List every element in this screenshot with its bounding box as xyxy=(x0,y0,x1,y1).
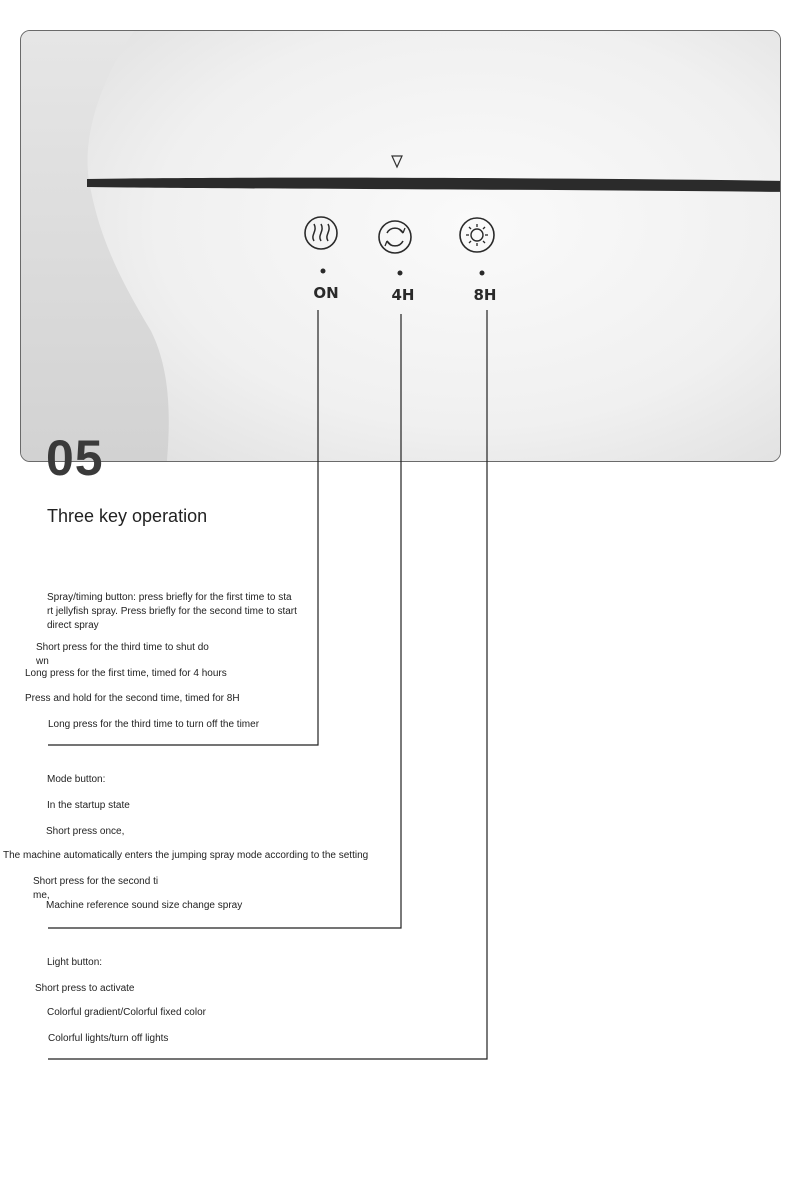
button-label-4h: 4H xyxy=(391,286,415,304)
light-color-mode-text: Colorful gradient/Colorful fixed color xyxy=(47,1007,206,1018)
mode-title: Mode button: xyxy=(47,774,106,785)
device-body xyxy=(88,31,780,461)
spray-description: Spray/timing button: press briefly for the first time to sta rt jellyfish spray. Press briefly for the second time to start direct spray xyxy=(47,592,297,631)
mode-short-press-text: Short press once, xyxy=(46,826,125,837)
spray-8h-text: Press and hold for the second time, timed for 8H xyxy=(25,693,240,704)
indicator-dot xyxy=(321,269,326,274)
mode-jumping-spray-text: The machine automatically enters the jumping spray mode according to the setting xyxy=(3,850,369,861)
button-label-8h: 8H xyxy=(473,286,497,304)
mode-second-press-text: Short press for the second ti me, xyxy=(33,876,159,901)
light-title: Light button: xyxy=(47,957,103,968)
spray-shutdown-text: Short press for the third time to shut do wn xyxy=(36,642,209,667)
indicator-dot xyxy=(398,271,403,276)
light-toggle-text: Colorful lights/turn off lights xyxy=(48,1033,169,1044)
mode-sound-spray-text: Machine reference sound size change spray xyxy=(46,900,243,911)
mode-startup-text: In the startup state xyxy=(47,800,130,811)
button-label-on: ON xyxy=(313,284,339,302)
light-activate-text: Short press to activate xyxy=(35,983,135,994)
humidifier-illustration xyxy=(21,31,780,461)
section-title: Three key operation xyxy=(47,506,208,526)
indicator-dot xyxy=(480,271,485,276)
section-number: 05 xyxy=(46,430,104,486)
product-photo xyxy=(20,30,781,462)
spray-timer-off-text: Long press for the third time to turn off the timer xyxy=(48,719,260,730)
spray-4h-text: Long press for the first time, timed for 4 hours xyxy=(25,668,227,679)
